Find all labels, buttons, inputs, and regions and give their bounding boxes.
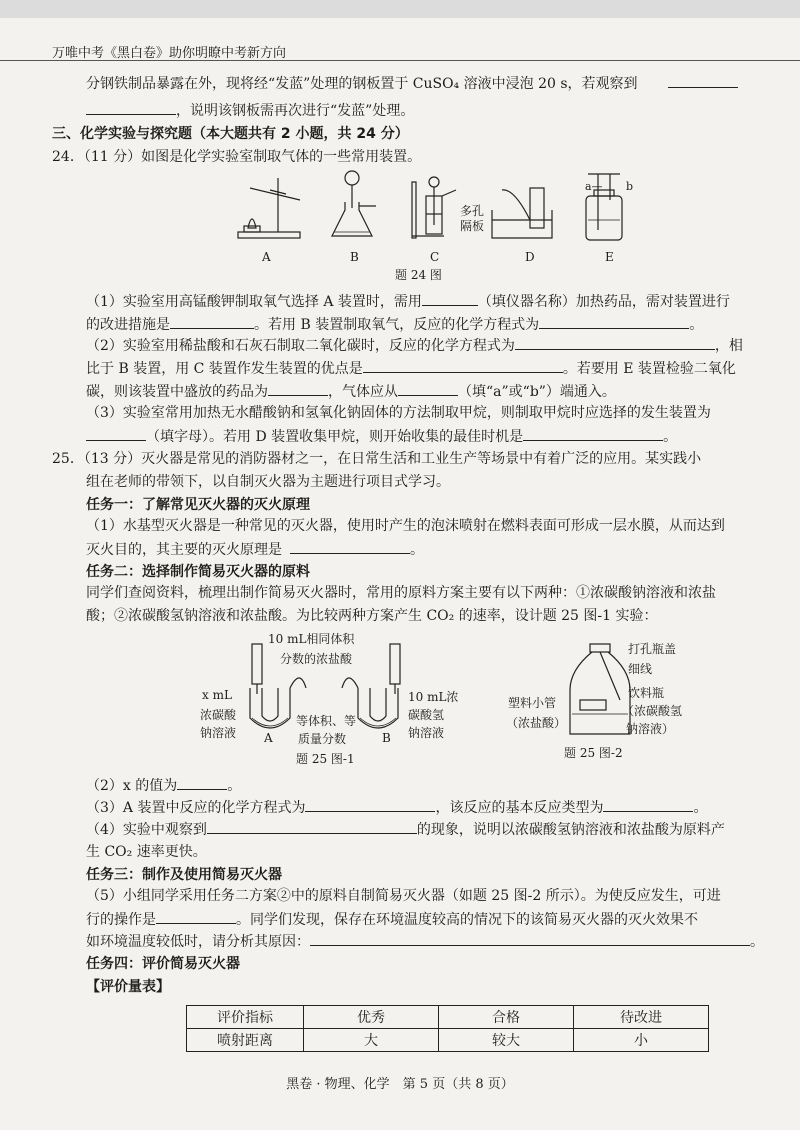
fig25-2-bottle-label: 饮料瓶 (628, 686, 665, 700)
scan-top-band (0, 0, 800, 18)
q25-4-line1: （4）实验中观察到 的现象，说明以浓碳酸氢钠溶液和浓盐酸为原料产 (86, 819, 725, 840)
table-cell: 喷射距离 (187, 1029, 304, 1052)
q24-p2-line3: 碳，则该装置中盛放的药品为 ，气体应从 （填“a”或“b”）端通入。 (86, 381, 616, 402)
answer-blank[interactable] (86, 426, 146, 441)
answer-blank[interactable] (668, 73, 738, 88)
fig25-2-tube-label2: （浓盐酸） (506, 716, 567, 730)
fig25-2-thread-label: 细线 (628, 662, 653, 676)
task3-title: 任务三：制作及使用简易灭火器 (86, 867, 282, 883)
answer-blank[interactable] (268, 381, 328, 396)
q25-t1-line1: （1）水基型灭火器是一种常见的灭火器，使用时产生的泡沫喷射在燃料表面可形成一层水膜，从而达到 (86, 518, 725, 534)
answer-blank[interactable] (156, 909, 236, 924)
answer-blank[interactable] (363, 358, 563, 373)
figure-24-apparatus (230, 170, 630, 250)
fig25-1-left-label1: x mL (202, 688, 232, 702)
fig25-1-right-label3: 钠溶液 (408, 726, 445, 740)
fig25-1-mid-label1: 等体积、等 (296, 714, 357, 728)
q25-5-line1: （5）小组同学采用任务二方案②中的原料自制简易灭火器（如题 25 图-2 所示）。为使反应发生，可进 (86, 888, 721, 904)
apparatus-b (332, 171, 376, 236)
fig24-label-e: E (605, 250, 614, 264)
fig25-1-right-label2: 碳酸氢 (408, 708, 445, 722)
table-cell: 大 (304, 1029, 439, 1052)
prev-question-line1: 分钢铁制品暴露在外，现将经“发蓝”处理的钢板置于 CuSO₄ 溶液中浸泡 20 s，若观察到 (86, 73, 738, 94)
answer-blank[interactable] (515, 335, 715, 350)
q25-t2-line1: 同学们查阅资料，梳理出制作简易灭火器时，常用的原料方案主要有以下两种：①浓碳酸钠溶液和浓盐 (86, 585, 716, 601)
task1-title: 任务一：了解常见灭火器的灭火原理 (86, 497, 310, 513)
fig25-2-solution-label2: 钠溶液） (626, 722, 675, 736)
answer-blank[interactable] (170, 314, 254, 329)
page-footer: 黑卷 · 物理、化学 第 5 页（共 8 页） (286, 1077, 514, 1092)
evaluation-scale-title: 【评价量表】 (86, 979, 170, 995)
section-title: 三、化学实验与探究题（本大题共有 2 小题，共 24 分） (52, 126, 409, 142)
apparatus-a (238, 178, 300, 238)
table-header-cell: 合格 (439, 1006, 574, 1029)
answer-blank[interactable] (603, 797, 693, 812)
q25-2: （2）x 的值为 。 (86, 775, 241, 796)
fig25-1-left-label3: 钠溶液 (200, 726, 237, 740)
q24-intro: 24．（11 分）如图是化学实验室制取气体的一些常用装置。 (52, 149, 422, 165)
fig24-label-b: B (350, 250, 359, 264)
table-row (187, 1029, 709, 1052)
answer-blank[interactable] (539, 314, 689, 329)
fig25-1-label-b: B (382, 731, 391, 745)
fig25-1-caption: 题 25 图-1 (296, 752, 355, 766)
q24-p3-line2: （填字母）。若用 D 装置收集甲烷，则开始收集的最佳时机是 。 (86, 426, 677, 447)
apparatus-d (492, 188, 552, 238)
fig25-2-cap-label: 打孔瓶盖 (628, 642, 677, 656)
answer-blank[interactable] (305, 797, 435, 812)
fig25-2-tube-label1: 塑料小管 (508, 696, 557, 710)
table-header-cell: 待改进 (574, 1006, 709, 1029)
fig25-1-top-label2: 分数的浓盐酸 (280, 652, 353, 666)
q25-5-line3: 如环境温度较低时，请分析其原因： 。 (86, 931, 764, 952)
fig25-1-label-a: A (264, 731, 273, 745)
answer-blank[interactable] (422, 291, 478, 306)
table-header-row (187, 1006, 709, 1029)
fig25-1-top-label1: 10 mL相同体积 (268, 632, 355, 646)
prev-question-line2: ，说明该钢板需再次进行“发蓝”处理。 (86, 100, 414, 121)
evaluation-table (186, 1005, 709, 1052)
fig24-label-a: A (262, 250, 271, 264)
q25-5-line2: 行的操作是 。同学们发现，保存在环境温度较高的情况下的该简易灭火器的灭火效果不 (86, 909, 698, 930)
q25-3: （3）A 装置中反应的化学方程式为 ，该反应的基本反应类型为 。 (86, 797, 707, 818)
answer-blank[interactable] (86, 100, 176, 115)
fig24-label-c: C (430, 250, 440, 264)
q24-p1-line2: 的改进措施是 。若用 B 装置制取氧气，反应的化学方程式为 。 (86, 314, 703, 335)
apparatus-c (412, 177, 456, 238)
task4-title: 任务四：评价简易灭火器 (86, 956, 240, 972)
q24-p2-line1: （2）实验室用稀盐酸和石灰石制取二氧化碳时，反应的化学方程式为 ，相 (86, 335, 743, 356)
fig25-1-left-label2: 浓碳酸 (200, 708, 237, 722)
fig24-e-end-a: a— (585, 180, 603, 193)
fig24-caption: 题 24 图 (395, 268, 442, 282)
answer-blank[interactable] (177, 775, 227, 790)
answer-blank[interactable] (398, 381, 458, 396)
fig25-2-caption: 题 25 图-2 (564, 746, 623, 760)
q24-p3-line1: （3）实验室常用加热无水醋酸钠和氢氧化钠固体的方法制取甲烷，则制取甲烷时应选择的发生装置为 (86, 405, 711, 421)
q24-p1-line1: （1）实验室用高锰酸钾制取氧气选择 A 装置时，需用 （填仪器名称）加热药品，需对装置进行 (86, 291, 730, 312)
header-divider (0, 60, 800, 61)
fig25-2-solution-label1: （浓碳酸氢 (622, 704, 683, 718)
fig25-1-mid-label2: 质量分数 (298, 732, 347, 746)
table-cell: 较大 (439, 1029, 574, 1052)
table-cell: 小 (574, 1029, 709, 1052)
q25-intro-line2: 组在老师的带领下，以自制灭火器为主题进行项目式学习。 (86, 474, 450, 490)
task2-title: 任务二：选择制作简易灭火器的原料 (86, 564, 310, 580)
table-header-cell: 优秀 (304, 1006, 439, 1029)
fig24-note-porous: 多孔 (460, 204, 485, 218)
q25-intro-line1: 25．（13 分）灭火器是常见的消防器材之一，在日常生活和工业生产等场景中有着广泛的应用。某实践小 (52, 451, 702, 467)
answer-blank[interactable] (290, 539, 410, 554)
fig24-note-plate: 隔板 (460, 219, 485, 233)
header-slogan: 万唯中考《黑白卷》助你明瞭中考新方向 (52, 46, 287, 61)
answer-blank[interactable] (310, 931, 750, 946)
fig24-label-d: D (525, 250, 535, 264)
fig24-e-end-b: b (626, 180, 634, 193)
fig25-1-right-label1: 10 mL浓 (408, 690, 459, 704)
q25-t1-line2: 灭火目的，其主要的灭火原理是 。 (86, 539, 424, 560)
q25-t2-line2: 酸；②浓碳酸氢钠溶液和浓盐酸。为比较两种方案产生 CO₂ 的速率，设计题 25 图-1 实验： (86, 608, 658, 624)
answer-blank[interactable] (207, 819, 417, 834)
answer-blank[interactable] (523, 426, 663, 441)
q25-4-line2: 生 CO₂ 速率更快。 (86, 844, 207, 860)
q24-p2-line2: 比于 B 装置，用 C 装置作发生装置的优点是 。若要用 E 装置检验二氧化 (86, 358, 736, 379)
table-header-cell: 评价指标 (187, 1006, 304, 1029)
